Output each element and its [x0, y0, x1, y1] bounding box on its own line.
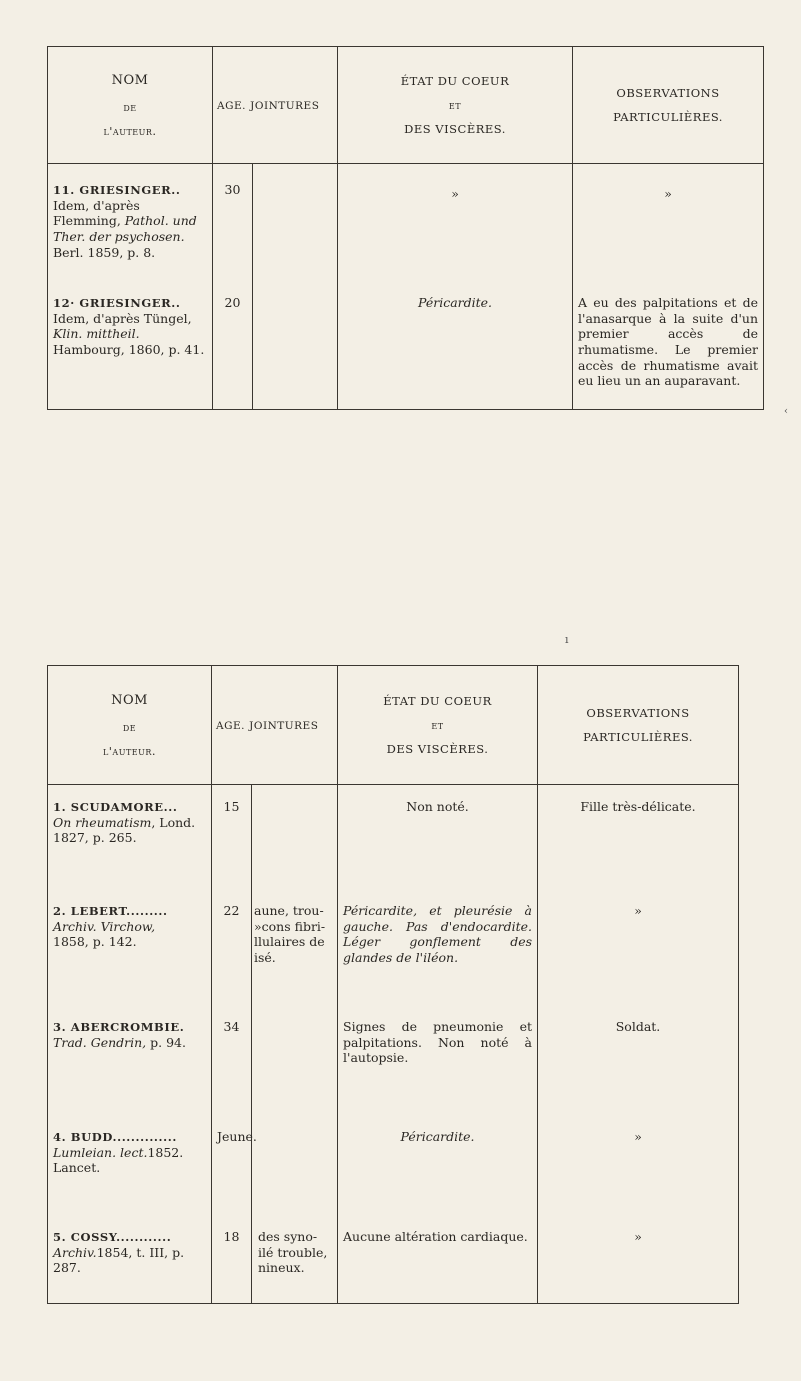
header-age-jointures: AGE. JOINTURES	[212, 666, 338, 785]
edge-mark: ‹	[784, 406, 788, 417]
etat-cell: Péricardite.	[338, 1125, 538, 1225]
jointures-cell	[253, 164, 338, 292]
etat-cell: Non noté.	[338, 785, 538, 900]
table-top	[47, 46, 764, 410]
header-nom: NOM de l'auteur.	[48, 47, 213, 164]
observations-cell: »	[538, 1125, 739, 1225]
table-row	[48, 1125, 739, 1225]
author-cell: 4. BUDD.............. Lumleian. lect.1852. Lancet.	[48, 1125, 212, 1225]
author-cell: 12· GRIESINGER.. Idem, d'après Tüngel, Klin. mittheil. Hambourg, 1860, p. 41.	[48, 291, 213, 410]
table-row	[48, 785, 739, 900]
header-observations: OBSERVATIONS PARTICULIÈRES.	[573, 47, 764, 164]
separator-mark: ı	[565, 633, 569, 646]
observations-cell: »	[538, 899, 739, 1015]
etat-cell: Péricardite, et pleurésie à gauche. Pas d'endocardite. Léger gonflement des glandes de l'iléon.	[338, 899, 538, 1015]
observations-cell: A eu des palpitations et de l'anasarque à la suite d'un premier accès de rhumatisme. Le premier accès de rhumatisme avait eu lieu un an auparavant.	[573, 291, 764, 410]
table-bottom	[47, 665, 739, 1304]
table-row	[48, 291, 764, 410]
author-cell: 2. LEBERT......... Archiv. Virchow, 1858, p. 142.	[48, 899, 212, 1015]
author-cell: 1. SCUDAMORE... On rheumatism, Lond. 1827, p. 265.	[48, 785, 212, 900]
observations-cell: »	[538, 1225, 739, 1304]
author-cell: 11. GRIESINGER.. Idem, d'après Flemming, Pathol. und Ther. der psychosen. Berl. 1859, p. 8.	[48, 164, 213, 292]
age-cell: 22	[212, 899, 252, 1015]
etat-cell: Signes de pneumonie et palpitations. Non noté à l'autopsie.	[338, 1015, 538, 1125]
table-row	[48, 1015, 739, 1125]
observations-cell: »	[573, 164, 764, 292]
jointures-cell	[252, 1125, 338, 1225]
header-etat: ÉTAT DU COEUR et DES VISCÈRES.	[338, 47, 573, 164]
table-row	[48, 899, 739, 1015]
author-cell: 5. COSSY............ Archiv.1854, t. III, p. 287.	[48, 1225, 212, 1304]
header-age-jointures: AGE. JOINTURES	[213, 47, 338, 164]
jointures-cell: des syno- ilé trouble, nineux.	[252, 1225, 338, 1304]
etat-cell: »	[338, 164, 573, 292]
age-cell: 15	[212, 785, 252, 900]
observations-cell: Fille très-délicate.	[538, 785, 739, 900]
age-cell: 30	[213, 164, 253, 292]
observations-cell: Soldat.	[538, 1015, 739, 1125]
header-nom: NOM de l'auteur.	[48, 666, 212, 785]
author-cell: 3. ABERCROMBIE. Trad. Gendrin, p. 94.	[48, 1015, 212, 1125]
jointures-cell	[252, 1015, 338, 1125]
jointures-cell: aune, trou- »cons fibri- llulaires de isé.	[252, 899, 338, 1015]
age-cell: 18	[212, 1225, 252, 1304]
header-etat: ÉTAT DU COEUR et DES VISCÈRES.	[338, 666, 538, 785]
age-cell: 34	[212, 1015, 252, 1125]
header-row	[48, 47, 764, 164]
header-row	[48, 666, 739, 785]
header-observations: OBSERVATIONS PARTICULIÈRES.	[538, 666, 739, 785]
age-cell: Jeune.	[212, 1125, 252, 1225]
etat-cell: Péricardite.	[338, 291, 573, 410]
table-row	[48, 1225, 739, 1304]
age-cell: 20	[213, 291, 253, 410]
etat-cell: Aucune altération cardiaque.	[338, 1225, 538, 1304]
table-row	[48, 164, 764, 292]
jointures-cell	[253, 291, 338, 410]
jointures-cell	[252, 785, 338, 900]
